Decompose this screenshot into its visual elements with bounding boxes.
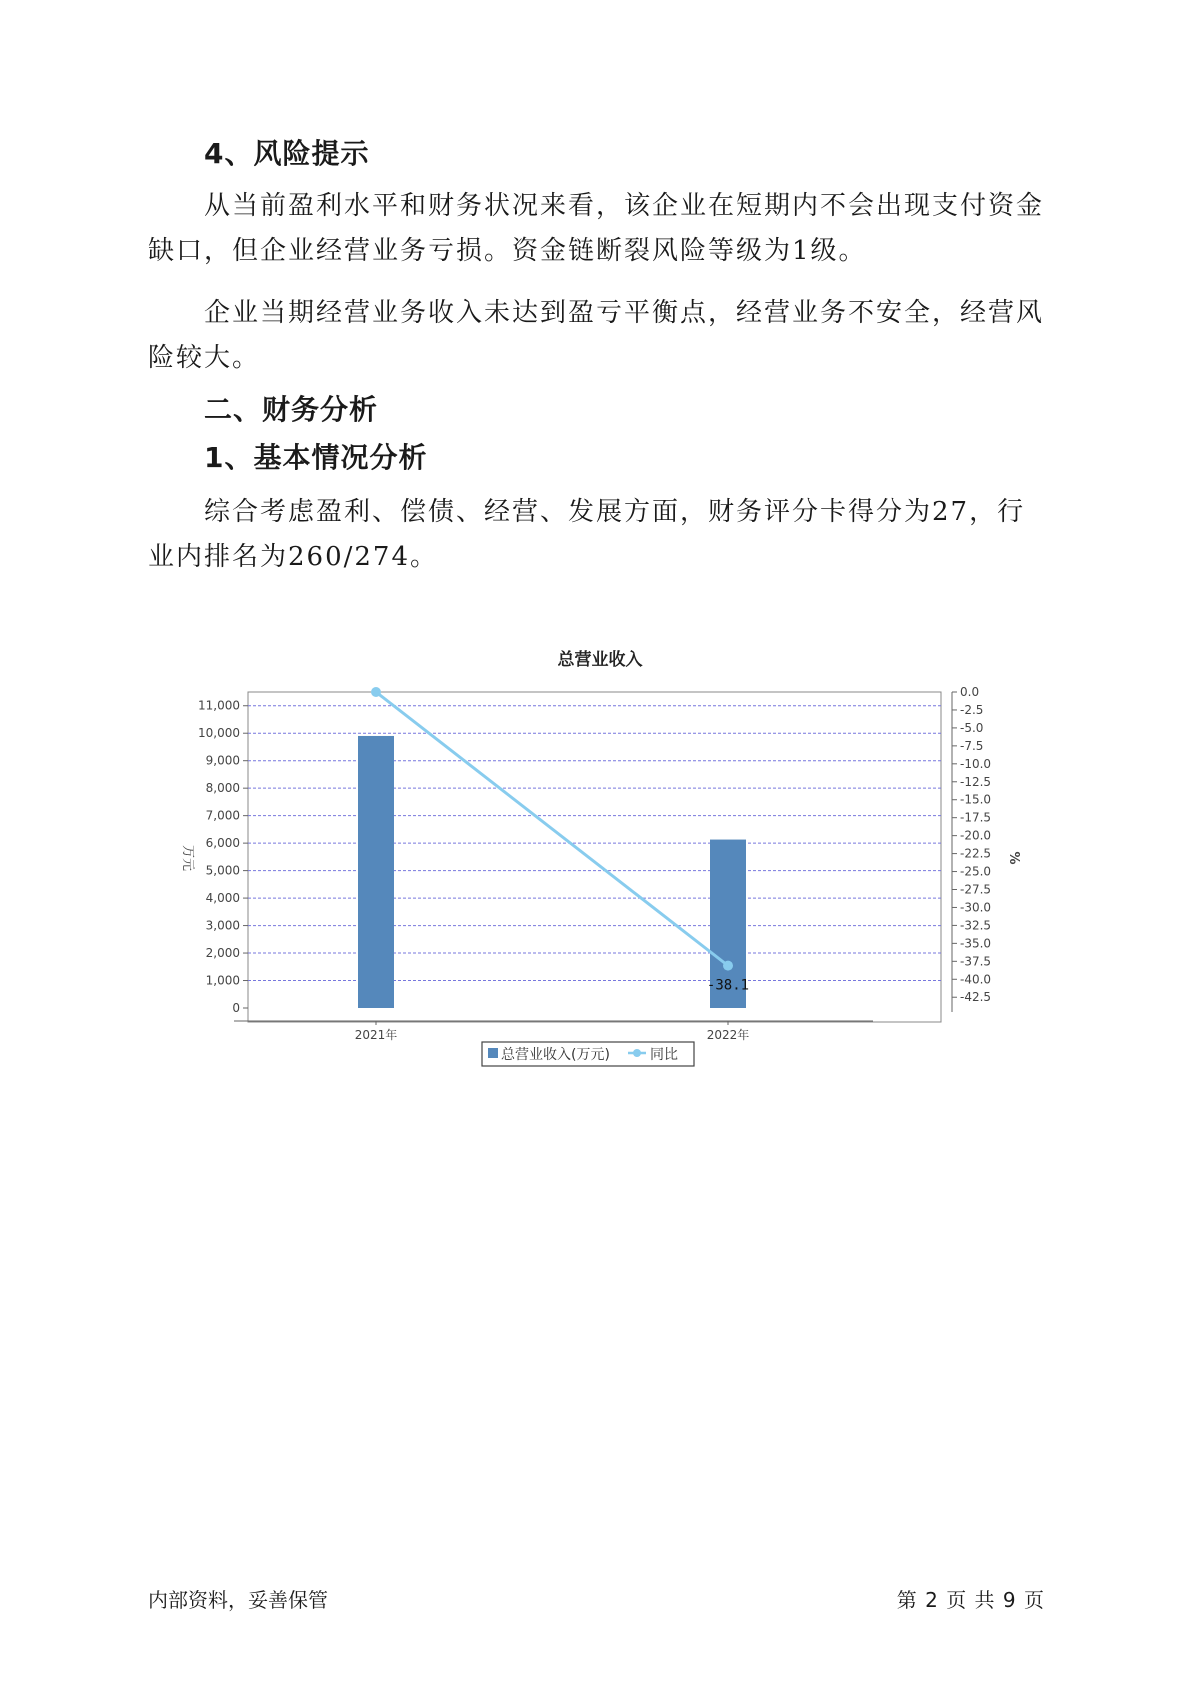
y-tick-label: 5,000 xyxy=(205,863,240,878)
y2-tick-label: -20.0 xyxy=(960,828,992,843)
revenue-chart xyxy=(170,640,1040,1100)
heading-basic: 1、基本情况分析 xyxy=(204,441,428,474)
plot-area xyxy=(248,692,941,1022)
heading-risk: 4、风险提示 xyxy=(204,137,370,170)
paragraph-risk-2: 企业当期经营业务收入未达到盈亏平衡点，经营业务不安全，经营风险较大。 xyxy=(148,298,1045,373)
y-tick-label: 11,000 xyxy=(198,698,240,713)
y-tick-label: 6,000 xyxy=(205,836,240,851)
y-tick-label: 7,000 xyxy=(205,808,240,823)
heading-finance: 二、财务分析 xyxy=(204,393,379,426)
footer-page-number: 第 2 页 共 9 页 xyxy=(896,1588,1045,1612)
revenue-chart-svg xyxy=(170,640,1040,1100)
y2-tick-label: -22.5 xyxy=(960,846,992,861)
y2-tick-label: -27.5 xyxy=(960,882,992,897)
y-tick-label: 2,000 xyxy=(205,946,240,961)
yoy-point-1 xyxy=(371,687,381,697)
y2-axis-label: % xyxy=(1006,851,1021,865)
y2-tick-label: -17.5 xyxy=(960,810,992,825)
y2-tick-label: -25.0 xyxy=(960,864,992,879)
y-tick-label: 3,000 xyxy=(205,918,240,933)
y2-tick-label: -30.0 xyxy=(960,900,992,915)
chart-title: 总营业收入 xyxy=(557,650,643,670)
yoy-point-2 xyxy=(723,961,733,971)
y-tick-label: 8,000 xyxy=(205,781,240,796)
y-tick-label: 1,000 xyxy=(205,973,240,988)
legend-line-marker xyxy=(633,1049,641,1057)
chart-legend xyxy=(482,1042,694,1066)
y2-tick-label: -32.5 xyxy=(960,918,992,933)
footer-confidential: 内部资料，妥善保管 xyxy=(148,1588,328,1612)
y-tick-label: 10,000 xyxy=(198,726,240,741)
legend-line-label: 同比 xyxy=(650,1047,678,1063)
legend-bar-swatch xyxy=(488,1048,498,1058)
y2-tick-label: -10.0 xyxy=(960,756,992,771)
x-axis xyxy=(234,1021,873,1042)
y2-tick-label: -15.0 xyxy=(960,792,992,807)
paragraph-risk-1: 从当前盈利水平和财务状况来看，该企业在短期内不会出现支付资金缺口，但企业经营业务亏损。资金链断裂风险等级为1级。 xyxy=(148,191,1045,266)
yoy-point-label: -38.1 xyxy=(706,977,750,994)
y2-tick-label: -5.0 xyxy=(960,720,984,735)
y2-tick-label: -7.5 xyxy=(960,738,984,753)
y-tick-label: 9,000 xyxy=(205,753,240,768)
y-tick-label: 0 xyxy=(232,1001,240,1015)
right-axis xyxy=(952,685,991,1012)
left-axis xyxy=(198,699,248,1015)
y-axis-label: 万元 xyxy=(180,844,195,872)
paragraph-basic-1: 综合考虑盈利、偿债、经营、发展方面，财务评分卡得分为27，行业内排名为260/274。 xyxy=(148,497,1026,572)
y2-tick-label: -40.0 xyxy=(960,972,992,987)
y2-tick-label: -37.5 xyxy=(960,954,992,969)
bar-1 xyxy=(358,736,394,1008)
x-tick-label: 2021年 xyxy=(354,1028,398,1042)
y2-tick-label: -42.5 xyxy=(960,990,992,1005)
legend-bar-label: 总营业收入(万元) xyxy=(501,1047,610,1063)
y2-tick-label: 0.0 xyxy=(960,685,980,699)
y-tick-label: 4,000 xyxy=(205,891,240,906)
y2-tick-label: -35.0 xyxy=(960,936,992,951)
y2-tick-label: -12.5 xyxy=(960,774,992,789)
x-tick-label: 2022年 xyxy=(706,1028,750,1042)
y2-tick-label: -2.5 xyxy=(960,702,984,717)
